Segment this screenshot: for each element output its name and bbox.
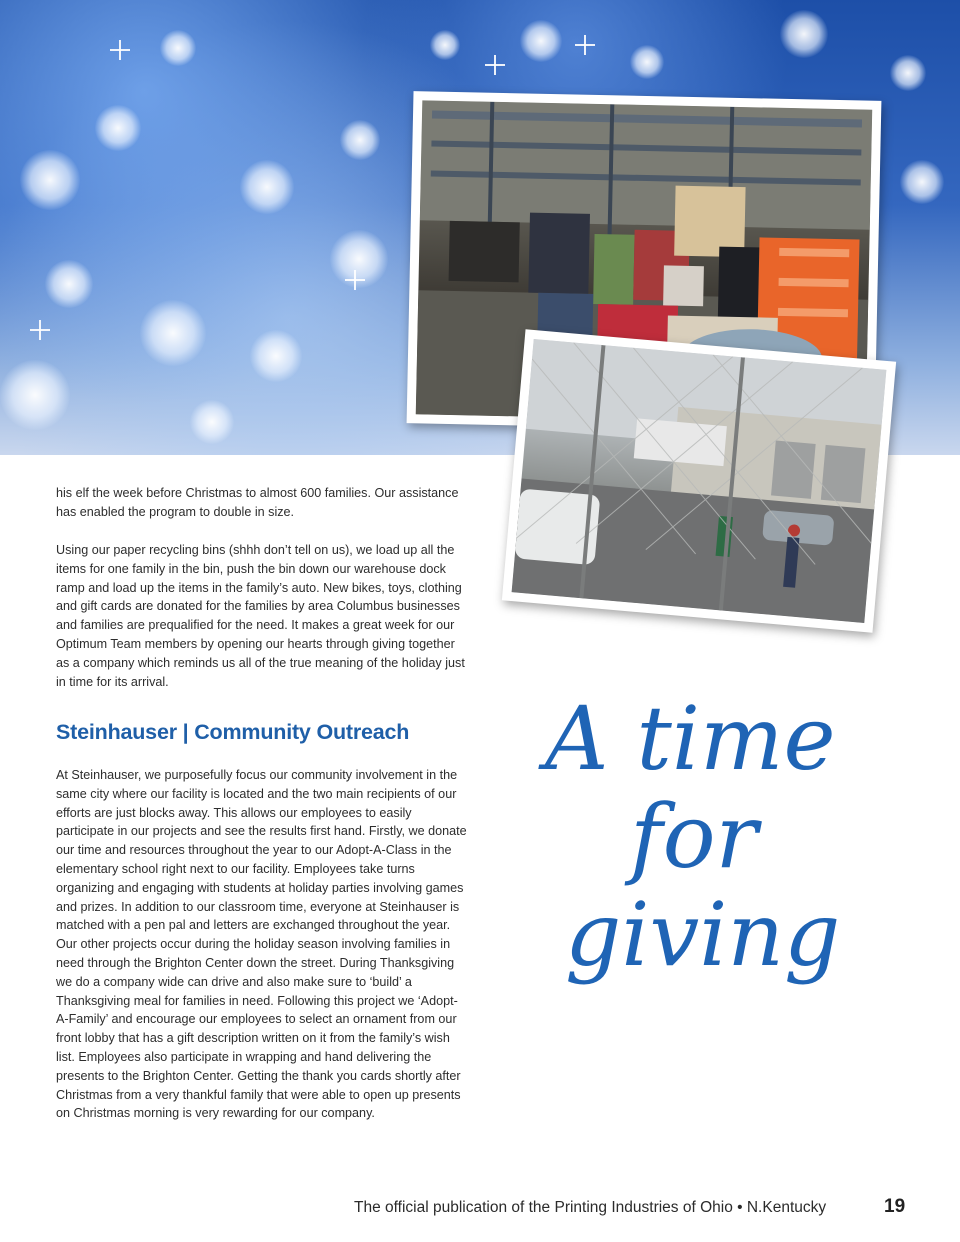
bokeh-light <box>95 105 141 151</box>
bokeh-light <box>20 150 80 210</box>
bokeh-light <box>430 30 460 60</box>
feature-title <box>525 687 885 986</box>
section-heading: Steinhauser | Community Outreach <box>56 720 410 744</box>
article-paragraph-3 <box>56 766 468 1123</box>
sparkle-light <box>575 35 595 55</box>
bokeh-light <box>45 260 93 308</box>
feature-title-line-1: A time <box>545 687 836 790</box>
loading-dock-photo <box>502 329 896 632</box>
article-paragraph-2 <box>56 541 468 691</box>
article-paragraph-1 <box>56 484 468 522</box>
bokeh-light <box>250 330 302 382</box>
bokeh-light <box>890 55 926 91</box>
bokeh-light <box>520 20 562 62</box>
bokeh-light <box>780 10 828 58</box>
page-number: 19 <box>884 1196 906 1217</box>
feature-title-line-3: giving <box>565 883 841 986</box>
bokeh-light <box>240 160 294 214</box>
bokeh-light <box>0 360 70 430</box>
feature-title-line-2: for <box>630 785 758 888</box>
sparkle-light <box>485 55 505 75</box>
bokeh-light <box>900 160 944 204</box>
bokeh-light <box>160 30 196 66</box>
paragraph-text: Using our paper recycling bins (shhh don’t tell on us), we load up all the items for one family in the bin, push the bin down our warehouse dock ramp and load up the items in the family’s auto. New bikes, toys, clothing and gift cards are donated for the families by area Columbus businesses and families are prequalified for the need. It makes a great week for our Optimum Team members by opening our hearts through giving together as a company which reminds us all of the true meaning of the holiday just in time for its arrival. <box>56 543 465 689</box>
sparkle-light <box>30 320 50 340</box>
paragraph-text: his elf the week before Christmas to almost 600 families. Our assistance has enabled the program to double in size. <box>56 486 459 519</box>
publication-footer: The official publication of the Printing Industries of Ohio • N.Kentucky <box>354 1199 827 1216</box>
sparkle-light <box>345 270 365 290</box>
paragraph-text: At Steinhauser, we purposefully focus our community involvement in the same city where our facility is located and the two main recipients of our efforts are just blocks away. This allows our employees to easily participate in our projects and see the results first hand. Firstly, we donate our time and resources throughout the year to our Adopt-A-Class in the elementary school right next to our facility. Employees take turns organizing and engaging with students at holiday parties involving games and prizes. In addition to our classroom time, everyone at Steinhauser is matched with a pen pal and letters are exchanged throughout the year. Our other projects occur during the holiday season involving families in need through the Brighton Center down the street. During Thanksgiving we do a company wide can drive and also make sure to ‘build’ a Thanksgiving meal for families in need. Following this project we ‘Adopt-A-Family’ and encourage our employees to select an ornament from our front lobby that has a gift description written on it from the family’s wish list. Employees also participate in wrapping and hand delivering the presents to the Brighton Center. Getting the thank you cards shortly after Christmas from a very thankful family that were able to open up presents on Christmas morning is very rewarding for our company. <box>56 768 467 1121</box>
loading-dock-scene-illustration <box>512 339 887 623</box>
loading-dock-scene-image <box>512 339 887 623</box>
sparkle-light <box>110 40 130 60</box>
bokeh-light <box>630 45 664 79</box>
bokeh-light <box>140 300 206 366</box>
bokeh-light <box>340 120 380 160</box>
bokeh-light <box>190 400 234 444</box>
